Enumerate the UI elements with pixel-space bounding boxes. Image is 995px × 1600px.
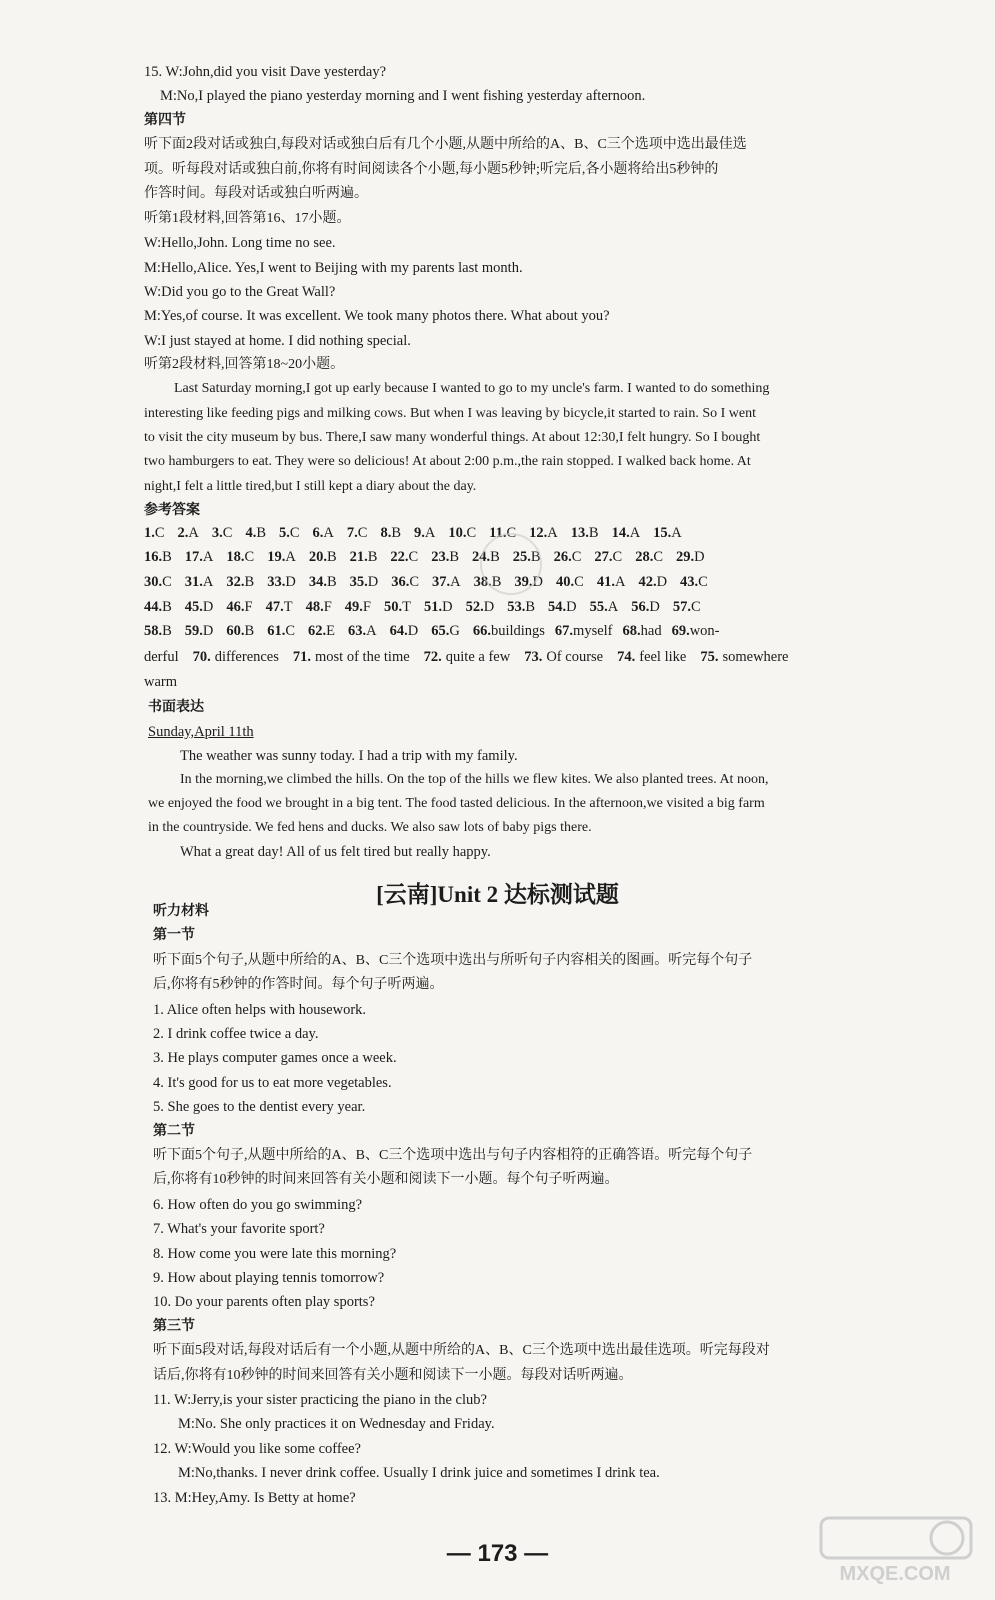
answer-number: 55. [589, 599, 608, 615]
answer-item [267, 547, 296, 567]
answer-number: 66. [472, 623, 491, 639]
answer-item [554, 547, 582, 567]
answer-number: 7. [346, 525, 358, 541]
q15-w-line [144, 62, 386, 82]
answer-number: 51. [423, 599, 443, 615]
answer-value: B [491, 574, 502, 590]
answer-number: 61. [267, 623, 286, 639]
answer-value: D [649, 599, 660, 615]
answer-value: C [408, 549, 419, 565]
answer-value: A [629, 525, 641, 541]
section-4-heading: 第四节 [144, 113, 186, 128]
answer-value: C [154, 525, 165, 541]
answer-value: B [162, 623, 172, 639]
answer-item [185, 621, 214, 641]
content-line: 话后,你将有10秒钟的时间来回答有关小题和阅读下一小题。每段对话听两遍。 [153, 1367, 633, 1383]
answer-value: C [289, 525, 300, 541]
answer-value: B [326, 574, 337, 590]
content-line: 听下面5个句子,从题中所给的A、B、C三个选项中选出与所听句子内容相关的图画。听完每个句子 [153, 952, 753, 968]
answer-item [308, 621, 335, 641]
answer-item [144, 572, 172, 592]
answer-number: 48. [305, 599, 324, 615]
answer-item [350, 572, 379, 592]
answer-number: 59. [184, 623, 203, 639]
answer-value: C [357, 525, 368, 541]
answer-number: 6. [312, 525, 324, 541]
answer-number: 18. [226, 549, 245, 565]
answer-row [144, 572, 721, 592]
answer-item [571, 523, 599, 543]
instruction-line: 听下面2段对话或独白,每段对话或独白后有几个小题,从题中所给的A、B、C三个选项中选出最佳选 [144, 137, 747, 152]
answer-item [631, 597, 660, 617]
dialogue-line: M:Hello,Alice. Yes,I went to Beijing with my parents last month. [144, 260, 523, 276]
answer-item [266, 597, 293, 617]
answer-number: 35. [349, 574, 368, 590]
answer-number: 39. [514, 574, 533, 590]
answer-value: F [362, 599, 371, 615]
answer-number: 5. [279, 525, 290, 541]
answer-value: A [614, 574, 626, 590]
answer-number: 67. [554, 623, 574, 639]
answer-value: B [525, 599, 535, 615]
section-heading: 听力材料 [153, 904, 209, 919]
answer-number: 22. [390, 549, 409, 565]
instruction-line: 项。听每段对话或独白前,你将有时间阅读各个小题,每小题5秒钟;听完后,各小题将给出5秒钟的 [144, 162, 719, 177]
answer-item [529, 523, 558, 543]
answer-number: 64. [389, 623, 408, 639]
answer-item [448, 523, 476, 543]
answer-number: 30. [144, 574, 163, 590]
answer-number: 65. [431, 623, 450, 639]
answer-item [313, 523, 334, 543]
answer-number: 57. [672, 599, 691, 615]
answer-number: 14. [611, 525, 630, 541]
answer-item [309, 547, 337, 567]
answer-row [144, 647, 803, 667]
answer-number: 10. [448, 525, 467, 541]
answer-number: 26. [553, 549, 572, 565]
answer-item [653, 523, 682, 543]
answer-value: C [222, 525, 233, 541]
answer-item [466, 597, 495, 617]
section-heading: 第三节 [153, 1318, 195, 1334]
answer-value: B [244, 623, 255, 639]
answer-number: 74. [617, 649, 636, 665]
answer-item [380, 523, 401, 543]
answer-number: 25. [512, 549, 531, 565]
instruction-line: 作答时间。每段对话或独白听两遍。 [144, 186, 368, 201]
dialogue-line: W:Did you go to the Great Wall? [144, 284, 336, 300]
content-line: 7. What's your favorite sport? [153, 1221, 325, 1238]
answer-value: somewhere [722, 649, 789, 665]
answer-value: A [607, 599, 619, 615]
content-line: 听下面5个句子,从题中所给的A、B、C三个选项中选出与句子内容相符的正确答语。听完每个句子 [153, 1148, 753, 1163]
answer-value: B [162, 549, 172, 565]
answer-item [226, 621, 254, 641]
answer-item [384, 597, 411, 617]
answer-value: C [409, 574, 420, 590]
content-line: 5. She goes to the dentist every year. [153, 1099, 366, 1116]
content-line: 听下面5段对话,每段对话后有一个小题,从题中所给的A、B、C三个选项中选出最佳选项。听完每段对 [153, 1343, 770, 1359]
answer-value: B [367, 549, 378, 565]
content-line: 12. W:Would you like some coffee? [153, 1440, 361, 1457]
dialogue-line: M:Yes,of course. It was excellent. We took many photos there. What about you? [144, 308, 610, 324]
writing-line: in the countryside. We fed hens and ducks. We also saw lots of baby pigs there. [148, 820, 592, 835]
section-heading: 第一节 [153, 928, 195, 944]
answer-value: differences [214, 649, 279, 665]
answer-item [279, 523, 300, 543]
answer-number: 11. [489, 525, 507, 541]
content-line: 9. How about playing tennis tomorrow? [153, 1270, 385, 1286]
watermark-logo [817, 1516, 977, 1586]
answer-number: 24. [472, 549, 491, 565]
content-line: M:No,thanks. I never drink coffee. Usually I drink juice and sometimes I drink tea. [178, 1465, 660, 1482]
answer-number: 52. [465, 599, 484, 615]
answer-value: A [285, 549, 296, 565]
answer-value: C [690, 599, 701, 615]
passage-line: two hamburgers to eat. They were so delicious! At about 2:00 p.m.,the rain stopped. I walked back home. At [144, 454, 751, 469]
answer-item [680, 572, 708, 592]
answer-number: 3. [211, 525, 223, 541]
answer-item [245, 523, 266, 543]
answer-item [226, 572, 254, 592]
answer-number: 40. [556, 574, 575, 590]
passage-line: night,I felt a little tired,but I still kept a diary about the day. [144, 479, 477, 494]
answer-row [144, 597, 714, 617]
answer-value: myself [573, 623, 613, 639]
answer-number: 36. [391, 574, 410, 590]
answer-item [347, 523, 368, 543]
answer-item [590, 597, 619, 617]
answer-item [555, 621, 613, 641]
answer-number: 63. [347, 623, 367, 639]
answer-value: A [424, 525, 436, 541]
answer-value: quite a few [445, 649, 511, 665]
answer-value: F [244, 599, 253, 615]
answer-item [306, 597, 332, 617]
answer-number: 13. [570, 525, 589, 541]
writing-line: In the morning,we climbed the hills. On the top of the hills we flew kites. We also planted trees. At noon, [180, 772, 769, 787]
writing-heading: 书面表达 [148, 700, 204, 715]
answer-value: A [671, 525, 682, 541]
answer-item [144, 597, 172, 617]
answer-value: G [449, 623, 460, 639]
answer-number: 1. [144, 525, 155, 541]
answer-value: C [162, 574, 172, 590]
answer-value: C [653, 549, 663, 565]
answer-row [144, 672, 191, 692]
answer-number: 12. [529, 525, 548, 541]
answer-value: B [256, 525, 266, 541]
answer-number: 56. [631, 599, 650, 615]
answer-item [185, 597, 214, 617]
answer-number: 21. [349, 549, 368, 565]
answer-number: 23. [431, 549, 450, 565]
answer-item [390, 621, 419, 641]
answer-key-heading: 参考答案 [144, 503, 200, 518]
answer-value: A [202, 549, 214, 565]
answer-value: A [202, 574, 214, 590]
answer-number: 27. [594, 549, 613, 565]
answer-item [267, 572, 296, 592]
answer-value: B [490, 549, 500, 565]
answer-item [391, 572, 419, 592]
answer-number: 17. [184, 549, 203, 565]
content-line: 后,你将有5秒钟的作答时间。每个句子听两遍。 [153, 977, 444, 993]
section-title: [云南]Unit 2 达标测试题 [376, 882, 619, 907]
answer-value: D [566, 599, 577, 615]
q15-w-text: 15. W:John,did you visit Dave yesterday? [144, 64, 387, 80]
answer-value: C [244, 549, 255, 565]
answer-item [431, 621, 460, 641]
answer-number: 53. [507, 599, 526, 615]
answer-number: 4. [245, 525, 257, 541]
answer-item [345, 597, 371, 617]
answer-number: 45. [184, 599, 203, 615]
answer-number: 2. [177, 525, 189, 541]
answer-item [144, 621, 172, 641]
answer-number: 31. [184, 574, 203, 590]
answer-number: 43. [680, 574, 699, 590]
answer-item [185, 572, 214, 592]
page-number: — 173 — [446, 1540, 549, 1567]
answer-value: D [367, 574, 379, 590]
answer-number: 68. [622, 623, 641, 639]
answer-number: 8. [380, 525, 392, 541]
answer-value: D [656, 574, 668, 590]
answer-number: 33. [267, 574, 286, 590]
answer-item [432, 572, 461, 592]
answer-value: B [588, 525, 599, 541]
content-line: M:No. She only practices it on Wednesday and Friday. [178, 1416, 495, 1433]
answer-number: 20. [308, 549, 327, 565]
answer-number: 50. [384, 599, 403, 615]
answer-value: D [483, 599, 495, 615]
material-1-heading: 听第1段材料,回答第16、17小题。 [144, 211, 351, 226]
answer-row [144, 621, 730, 641]
answer-item [424, 597, 453, 617]
answer-value: most of the time [315, 649, 410, 665]
answer-item [673, 597, 701, 617]
answer-value: B [244, 574, 255, 590]
answer-number: 38. [473, 574, 492, 590]
stamp-mark [480, 533, 542, 595]
content-line: 1. Alice often helps with housework. [153, 1001, 367, 1018]
answer-value: derful [144, 649, 179, 665]
writing-line: we enjoyed the food we brought in a big tent. The food tasted delicious. In the afternoon,we visited a big farm [148, 796, 765, 811]
answer-number: 73. [524, 649, 543, 665]
answer-value: A [547, 525, 558, 541]
answer-item [309, 572, 337, 592]
answer-item [350, 547, 378, 567]
answer-value: D [442, 599, 453, 615]
answer-item [390, 547, 418, 567]
answer-item [638, 572, 667, 592]
answer-value: D [202, 599, 214, 615]
writing-line: The weather was sunny today. I had a trip with my family. [180, 748, 518, 764]
answer-number: 58. [144, 623, 163, 639]
dialogue-line: W:I just stayed at home. I did nothing special. [144, 333, 411, 349]
answer-value: C [466, 525, 477, 541]
content-line: 13. M:Hey,Amy. Is Betty at home? [153, 1489, 356, 1506]
content-line: 2. I drink coffee twice a day. [153, 1026, 319, 1042]
answer-number: 16. [144, 549, 163, 565]
answer-value: E [326, 623, 335, 639]
answer-item [414, 523, 435, 543]
answer-number: 44. [144, 599, 163, 615]
answer-value: warm [144, 674, 178, 690]
answer-value: B [530, 549, 541, 565]
answer-item [594, 547, 622, 567]
passage-line: to visit the city museum by bus. There,I saw many wonderful things. At about 12:30,I felt hungry. So I bought [144, 430, 761, 445]
answer-item [348, 621, 377, 641]
dialogue-line: W:Hello,John. Long time no see. [144, 235, 336, 251]
answer-value: won- [689, 623, 720, 639]
answer-value: D [285, 574, 296, 590]
answer-row [144, 547, 718, 567]
content-line: 8. How come you were late this morning? [153, 1245, 397, 1262]
answer-number: 71. [292, 649, 312, 665]
answer-value: C [285, 623, 295, 639]
answer-number: 34. [308, 574, 327, 590]
answer-row [144, 523, 695, 543]
answer-number: 60. [226, 623, 245, 639]
section-heading: 第二节 [153, 1123, 195, 1139]
answer-number: 75. [700, 649, 719, 665]
answer-number: 72. [423, 649, 442, 665]
passage-line: interesting like feeding pigs and milking cows. But when I was leaving by bicycle,it started to rain. So I went [144, 406, 756, 421]
answer-number: 54. [548, 599, 567, 615]
content-line: 10. Do your parents often play sports? [153, 1294, 375, 1311]
writing-line: What a great day! All of us felt tired but really happy. [180, 844, 491, 860]
answer-item [556, 572, 584, 592]
answer-number: 32. [226, 574, 245, 590]
answer-item [226, 547, 254, 567]
answer-value: D [532, 574, 544, 590]
answer-value: B [326, 549, 337, 565]
answer-value: buildings [490, 623, 545, 639]
answer-value: C [574, 574, 584, 590]
answer-item [623, 621, 662, 641]
answer-value: A [188, 525, 199, 541]
answer-item [635, 547, 663, 567]
content-line: 3. He plays computer games once a week. [153, 1050, 397, 1067]
answer-value: B [449, 549, 459, 565]
answer-value: B [391, 525, 401, 541]
answer-item [672, 621, 720, 641]
answer-item [144, 547, 172, 567]
answer-number: 15. [653, 525, 672, 541]
answer-value: C [571, 549, 582, 565]
answer-value: had [640, 623, 662, 639]
answer-item [473, 621, 545, 641]
answer-value: C [612, 549, 623, 565]
answer-value: D [202, 623, 214, 639]
answer-item [676, 547, 705, 567]
answer-item [612, 523, 641, 543]
answer-value: B [162, 599, 172, 615]
answer-value: A [323, 525, 334, 541]
answer-item [597, 572, 626, 592]
answer-number: 19. [267, 549, 286, 565]
answer-number: 29. [675, 549, 695, 565]
answer-item [548, 597, 577, 617]
content-line: 后,你将有10秒钟的时间来回答有关小题和阅读下一小题。每个句子听两遍。 [153, 1172, 619, 1188]
answer-value: D [694, 549, 705, 565]
answer-item [431, 547, 459, 567]
answer-item [507, 597, 535, 617]
answer-value: feel like [639, 649, 687, 665]
answer-value: T [402, 599, 411, 615]
answer-item [226, 597, 252, 617]
material-2-heading: 听第2段材料,回答第18~20小题。 [144, 357, 345, 372]
answer-value: D [407, 623, 419, 639]
passage-line: Last Saturday morning,I got up early because I wanted to go to my uncle's farm. I wanted to do something [174, 381, 770, 396]
answer-number: 42. [638, 574, 657, 590]
answer-number: 49. [344, 599, 363, 615]
answer-number: 47. [265, 599, 284, 615]
answer-value: F [323, 599, 332, 615]
answer-number: 28. [635, 549, 654, 565]
answer-value: T [283, 599, 293, 615]
answer-item [267, 621, 295, 641]
diary-date: Sunday,April 11th [148, 724, 254, 740]
answer-item [212, 523, 233, 543]
answer-number: 46. [226, 599, 245, 615]
answer-value: A [450, 574, 461, 590]
answer-value: C [698, 574, 708, 590]
answer-number: 69. [671, 623, 690, 639]
answer-number: 70. [192, 649, 211, 665]
answer-number: 37. [432, 574, 451, 590]
answer-value: A [366, 623, 377, 639]
answer-number: 9. [414, 525, 425, 541]
watermark-text: MXQE.COM [839, 1563, 951, 1585]
answer-number: 62. [308, 623, 327, 639]
answer-item [178, 523, 199, 543]
answer-value: Of course [546, 649, 604, 665]
answer-item [144, 523, 165, 543]
q15-m-line: M:No,I played the piano yesterday morning and I went fishing yesterday afternoon. [160, 88, 646, 104]
answer-number: 41. [596, 574, 615, 590]
content-line: 4. It's good for us to eat more vegetables. [153, 1074, 392, 1091]
content-line: 11. W:Jerry,is your sister practicing the piano in the club? [153, 1392, 487, 1408]
content-line: 6. How often do you go swimming? [153, 1196, 363, 1213]
answer-value: C [506, 525, 517, 541]
answer-item [185, 547, 214, 567]
